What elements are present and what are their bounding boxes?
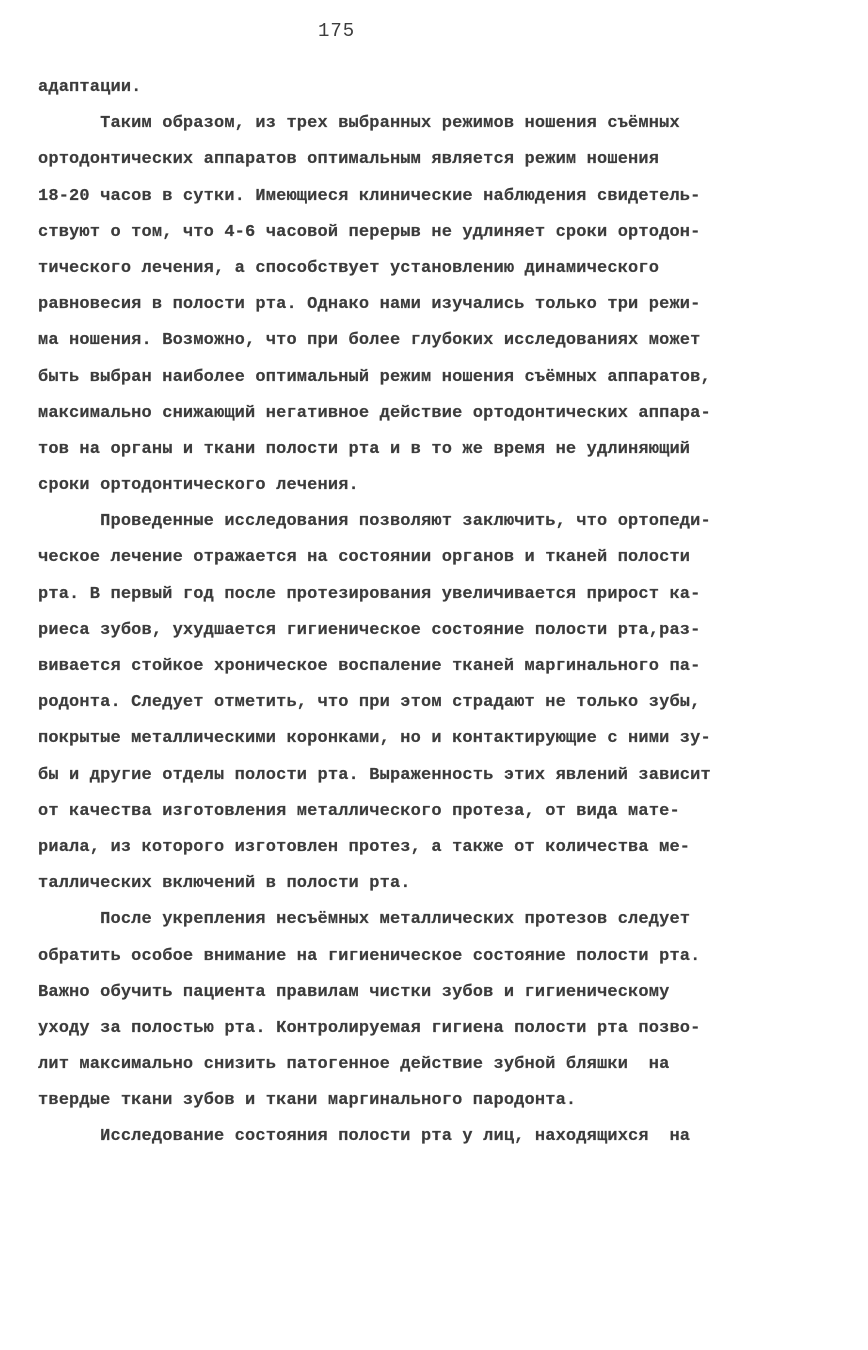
text-line: 18-20 часов в сутки. Имеющиеся клинические наблюдения свидетель- xyxy=(38,186,701,206)
text-line: Таким образом, из трех выбранных режимов ношения съёмных xyxy=(38,114,680,134)
text-line: бы и другие отделы полости рта. Выраженность этих явлений зависит xyxy=(38,765,711,785)
body-text xyxy=(38,70,838,1156)
text-line: риала, из которого изготовлен протез, а также от количества ме- xyxy=(38,837,691,857)
text-line: тов на органы и ткани полости рта и в то же время не удлиняющий xyxy=(38,439,691,459)
text-line: таллических включений в полости рта. xyxy=(38,874,411,894)
text-line: быть выбран наиболее оптимальный режим ношения съёмных аппаратов, xyxy=(38,367,711,387)
text-line: обратить особое внимание на гигиеническое состояние полости рта. xyxy=(38,946,701,966)
text-line: риеса зубов, ухудшается гигиеническое состояние полости рта,раз- xyxy=(38,620,701,640)
text-line: Важно обучить пациента правилам чистки зубов и гигиеническому xyxy=(38,982,670,1002)
text-line: твердые ткани зубов и ткани маргинального пародонта. xyxy=(38,1091,577,1111)
text-line: Исследование состояния полости рта у лиц, находящихся на xyxy=(38,1127,691,1147)
text-line: После укрепления несъёмных металлических протезов следует xyxy=(38,910,691,930)
text-line: максимально снижающий негативное действие ортодонтических аппара- xyxy=(38,403,711,423)
text-line: ортодонтических аппаратов оптимальным является режим ношения xyxy=(38,150,660,170)
text-line: ма ношения. Возможно, что при более глубоких исследованиях может xyxy=(38,331,701,351)
text-line: от качества изготовления металлического протеза, от вида мате- xyxy=(38,801,680,821)
page-number: 175 xyxy=(318,20,356,42)
text-line: адаптации. xyxy=(38,78,142,97)
text-line: рта. В первый год после протезирования увеличивается прирост ка- xyxy=(38,584,701,604)
text-line: ствуют о том, что 4-6 часовой перерыв не удлиняет сроки ортодон- xyxy=(38,222,701,242)
text-line: ческое лечение отражается на состоянии органов и тканей полости xyxy=(38,548,691,568)
text-line: тического лечения, а способствует установлению динамического xyxy=(38,258,660,278)
text-line: сроки ортодонтического лечения. xyxy=(38,476,359,496)
text-line: равновесия в полости рта. Однако нами изучались только три режи- xyxy=(38,295,701,315)
text-line: Проведенные исследования позволяют заключить, что ортопеди- xyxy=(38,512,711,532)
text-line: вивается стойкое хроническое воспаление тканей маргинального па- xyxy=(38,657,701,676)
text-line: уходу за полостью рта. Контролируемая гигиена полости рта позво- xyxy=(38,1018,701,1038)
text-line: родонта. Следует отметить, что при этом страдают не только зубы, xyxy=(38,693,701,713)
text-line: лит максимально снизить патогенное действие зубной бляшки на xyxy=(38,1055,670,1075)
text-line: покрытые металлическими коронками, но и контактирующие с ними зу- xyxy=(38,729,711,749)
